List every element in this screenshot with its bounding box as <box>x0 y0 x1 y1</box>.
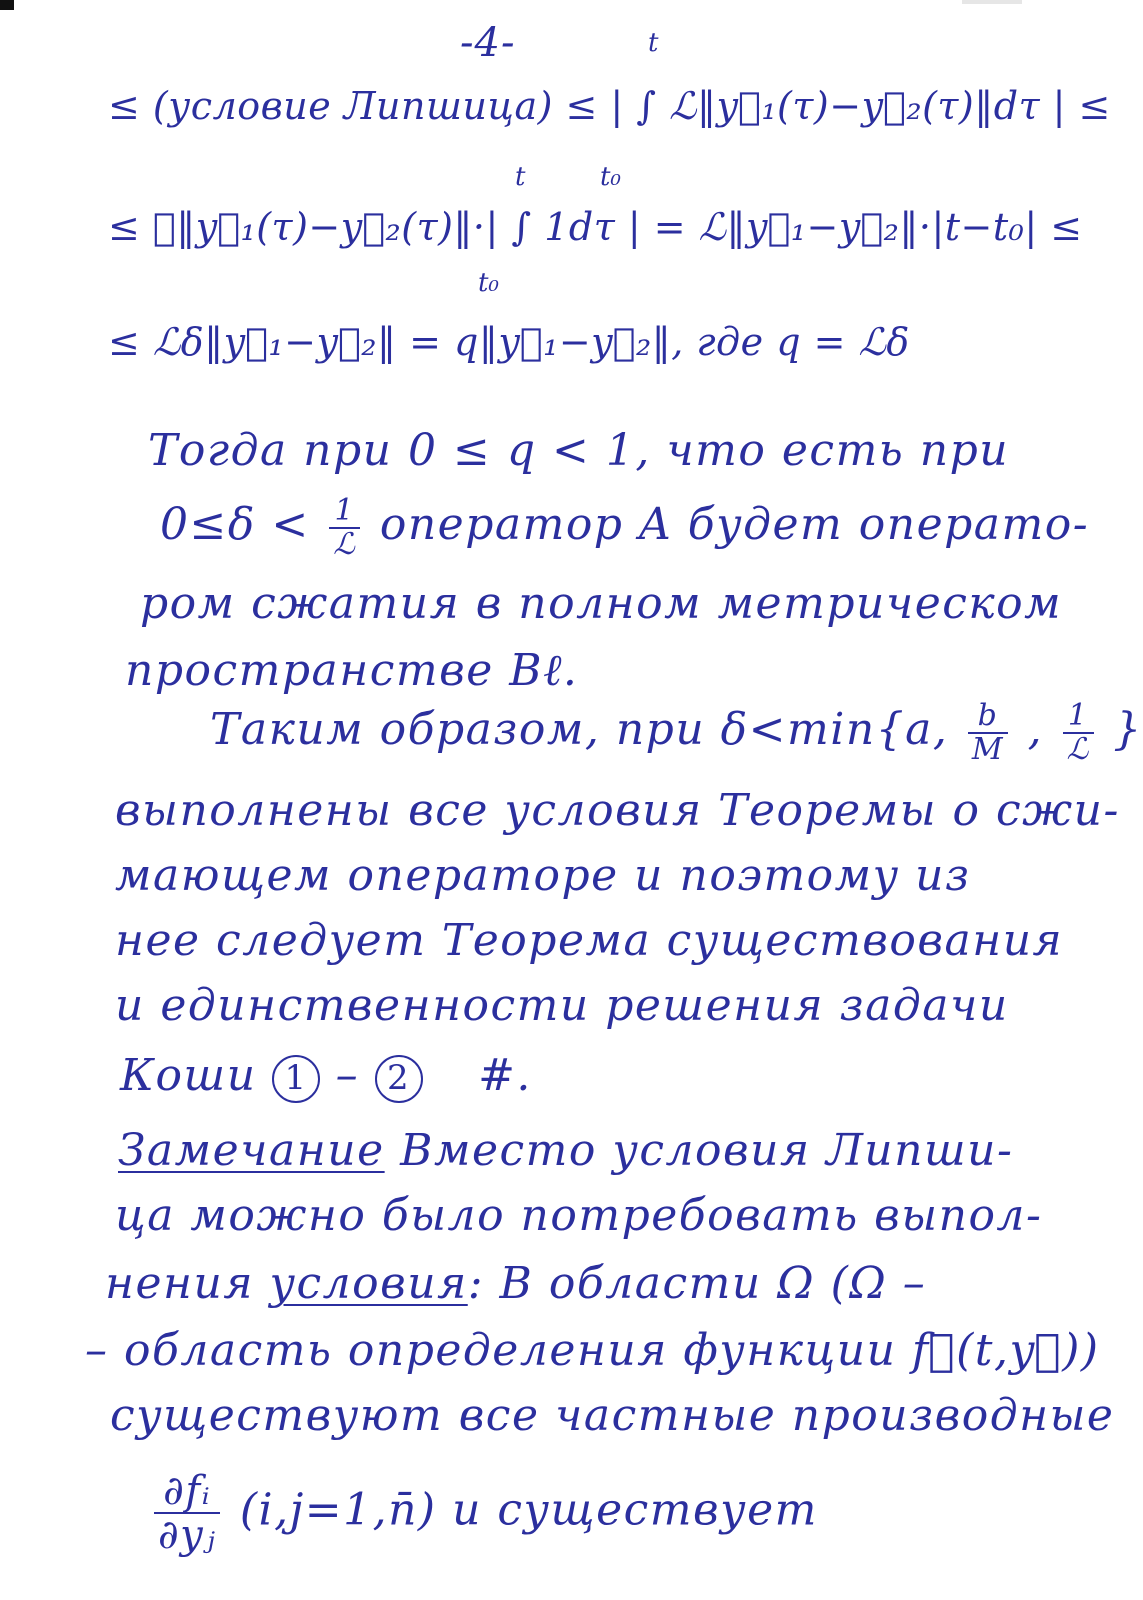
remark-line-1 <box>118 1125 1013 1176</box>
fraction-denominator: M <box>971 731 1005 767</box>
paragraph-2-line-1-start: Таким образом, при δ<min{a, <box>210 704 949 755</box>
paragraph-1-line-2 <box>160 495 1089 560</box>
paragraph-2-line-1 <box>210 700 1143 765</box>
formula-line-3: ≤ ℒδ‖y⃗₁−y⃗₂‖ = q‖y⃗₁−y⃗₂‖, где q = ℒδ <box>108 320 910 364</box>
integral-lower-limit-2: t₀ <box>478 268 499 298</box>
integral-upper-limit: t <box>648 28 659 58</box>
remark-line-6 <box>150 1470 818 1556</box>
paragraph-2-line-2: выполнены все условия Теоремы о сжи- <box>115 785 1120 836</box>
fraction-one-over-L <box>1063 700 1094 765</box>
remark-line-2: ца можно было потребовать выпол- <box>115 1190 1043 1241</box>
separator: , <box>1027 704 1044 755</box>
formula-line-2: ≤ ℒ‖y⃗₁(τ)−y⃗₂(τ)‖·| ∫ 1dτ | = ℒ‖y⃗₁−y⃗₂‖·|t−t₀| ≤ <box>108 205 1083 249</box>
paragraph-1-line-2-end: оператор A будет операто- <box>379 499 1090 550</box>
remark-line-3-start: нения <box>105 1258 254 1309</box>
closing-brace: } <box>1113 704 1143 755</box>
cauchy-word: Коши <box>120 1050 257 1101</box>
remark-line-3-end: : В области Ω (Ω – <box>467 1258 927 1309</box>
equation-ref-circle-1: 1 <box>272 1055 320 1103</box>
formula-line-1: ≤ (условие Липшица) ≤ | ∫ ℒ‖y⃗₁(τ)−y⃗₂(τ)‖dτ | ≤ <box>108 84 1111 128</box>
dash: – <box>335 1050 360 1101</box>
end-of-proof-mark: #. <box>478 1050 532 1101</box>
remark-line-1-rest: Вместо условия Липши- <box>400 1125 1014 1176</box>
condition-word: условия <box>269 1258 468 1309</box>
fraction-one-over-L <box>329 495 360 560</box>
remark-title: Замечание <box>118 1125 385 1176</box>
fraction-numerator: 1 <box>1063 700 1094 734</box>
paragraph-2-line-5: и единственности решения задачи <box>115 980 1009 1031</box>
fraction-denominator: ℒ <box>333 526 357 562</box>
page-number: -4- <box>460 20 516 66</box>
paragraph-1-line-4: пространстве Bℓ. <box>125 645 579 696</box>
remark-line-5: существуют все частные производные <box>110 1390 1115 1441</box>
paragraph-1-line-3: ром сжатия в полном метрическом <box>140 578 1063 629</box>
fraction-numerator: ∂fᵢ <box>154 1470 220 1514</box>
fraction-b-over-M <box>968 700 1008 765</box>
condition-delta: 0≤δ < <box>160 499 310 550</box>
remark-line-4: – область определения функции f⃗(t,y⃗)) <box>85 1325 1100 1376</box>
fraction-numerator: b <box>968 700 1008 734</box>
fraction-denominator: ∂yⱼ <box>158 1512 217 1558</box>
paragraph-2-line-4: нее следует Теорема существования <box>115 915 1064 966</box>
fraction-denominator: ℒ <box>1066 731 1090 767</box>
paragraph-1-line-1: Тогда при 0 ≤ q < 1, что есть при <box>148 425 1010 476</box>
partial-derivative-fraction <box>154 1470 220 1556</box>
paragraph-2-line-3: мающем операторе и поэтому из <box>115 850 971 901</box>
paragraph-2-line-6 <box>120 1050 532 1103</box>
remark-line-6-end: (i,j=1,n̄) и существует <box>239 1484 818 1536</box>
fraction-numerator: 1 <box>329 495 360 529</box>
remark-line-3 <box>105 1258 926 1309</box>
integral-upper-limit-2: t <box>515 162 526 192</box>
equation-ref-circle-2: 2 <box>375 1055 423 1103</box>
integral-lower-limit: t₀ <box>600 162 621 192</box>
